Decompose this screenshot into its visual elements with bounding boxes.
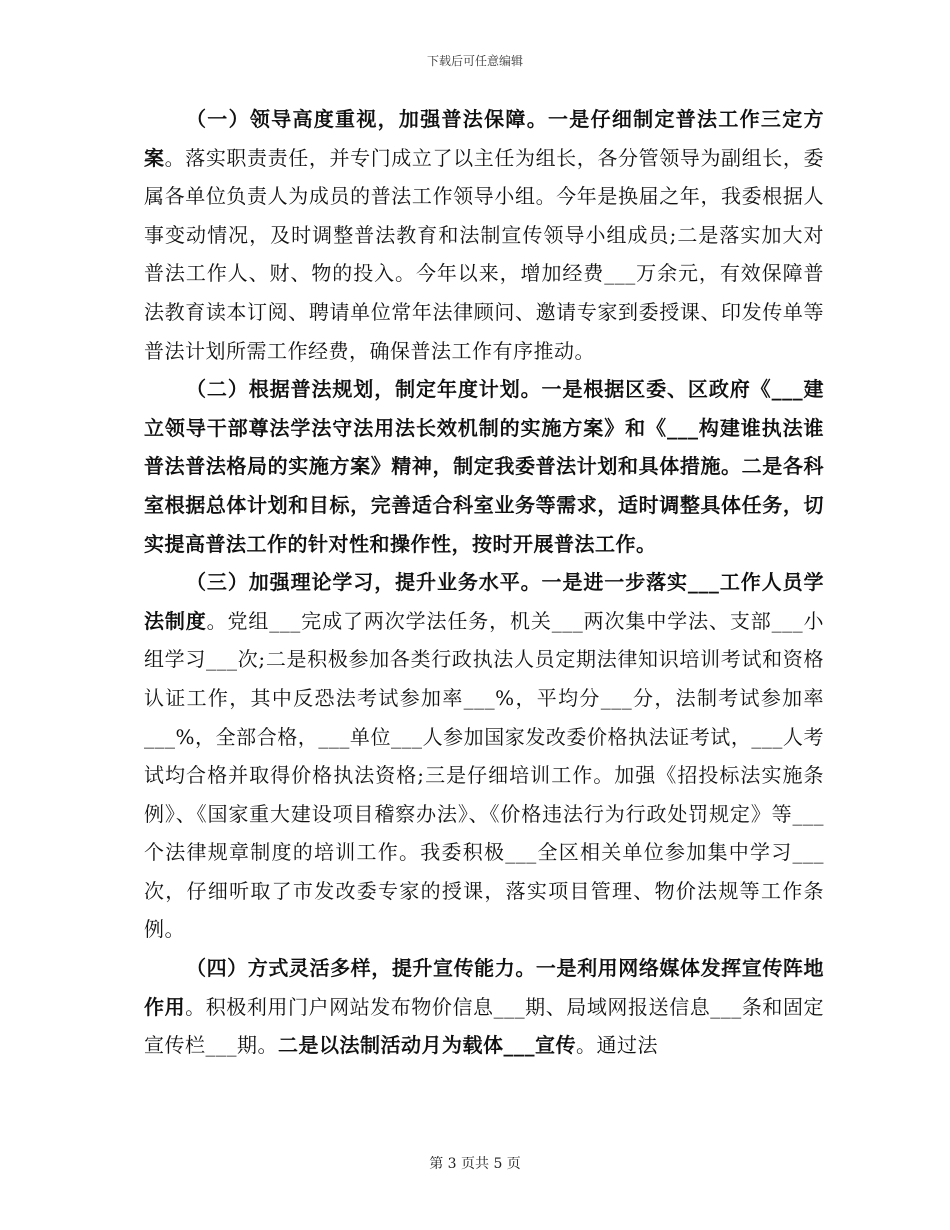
paragraph-2 <box>144 370 824 563</box>
paragraph-4-subheading: 二是以法制活动月为载体___宣传 <box>278 1033 576 1058</box>
paragraph-4-text-2: 。通过法 <box>576 1033 658 1058</box>
document-body <box>144 100 824 1065</box>
paragraph-1-heading: （一）领导高度重视，加强普法保障。一是仔细制定普法工作三定方案 <box>144 107 824 170</box>
page-header: 下载后可任意编辑 <box>426 54 523 68</box>
paragraph-2-heading: （二）根据普法规划，制定年度计划。一是根据区委、区政府《___建立领导干部尊法学法守法用法长效机制的实施方案》和《___构建谁执法谁普法普法格局的实施方案》精神，制定我委普法计划和具体措施。二是各科室根据总体计划和目标，完善适合科室业务等需求，适时调整具体任务，切实提高普法工作的针对性和操作性，按时开展普法工作。 <box>144 377 824 556</box>
paragraph-3-text: 。党组___完成了两次学法任务，机关___两次集中学法、支部___小组学习___次;二是积极参加各类行政执法人员定期法律知识培训考试和资格认证工作，其中反恐法考试参加率___%，平均分___分，法制考试参加率___%，全部合格，___单位___人参加国家发改委价格执法证考试，___人考试均合格并取得价格执法资格;三是仔细培训工作。加强《招投标法实施条例》、《国家重大建设项目稽察办法》、《价格违法行为行政处罚规定》等___个法律规章制度的培训工作。我委积极___全区相关单位参加集中学习___次，仔细听取了市发改委专家的授课，落实项目管理、物价法规等工作条例。 <box>144 608 825 942</box>
paragraph-4-text: 。积极利用门户网站发布物价信息___期、局域网报送信息___条和固定宣传栏___期。 <box>144 994 825 1058</box>
page-footer: 第 3 页共 5 页 <box>429 1156 521 1172</box>
paragraph-3 <box>144 563 824 949</box>
paragraph-4 <box>144 949 824 1065</box>
paragraph-1 <box>144 100 824 370</box>
paragraph-3-heading: （三）加强理论学习，提升业务水平。一是进一步落实___工作人员学法制度 <box>144 570 824 633</box>
paragraph-4-heading: （四）方式灵活多样，提升宣传能力。一是利用网络媒体发挥宣传阵地作用 <box>144 956 824 1019</box>
paragraph-1-text: 。落实职责责任，并专门成立了以主任为组长，各分管领导为副组长，委属各单位负责人为成员的普法工作领导小组。今年是换届之年，我委根据人事变动情况，及时调整普法教育和法制宣传领导小组成员;二是落实加大对普法工作人、财、物的投入。今年以来，增加经费___万余元，有效保障普法教育读本订阅、聘请单位常年法律顾问、邀请专家到委授课、印发传单等普法计划所需工作经费，确保普法工作有序推动。 <box>144 145 824 363</box>
